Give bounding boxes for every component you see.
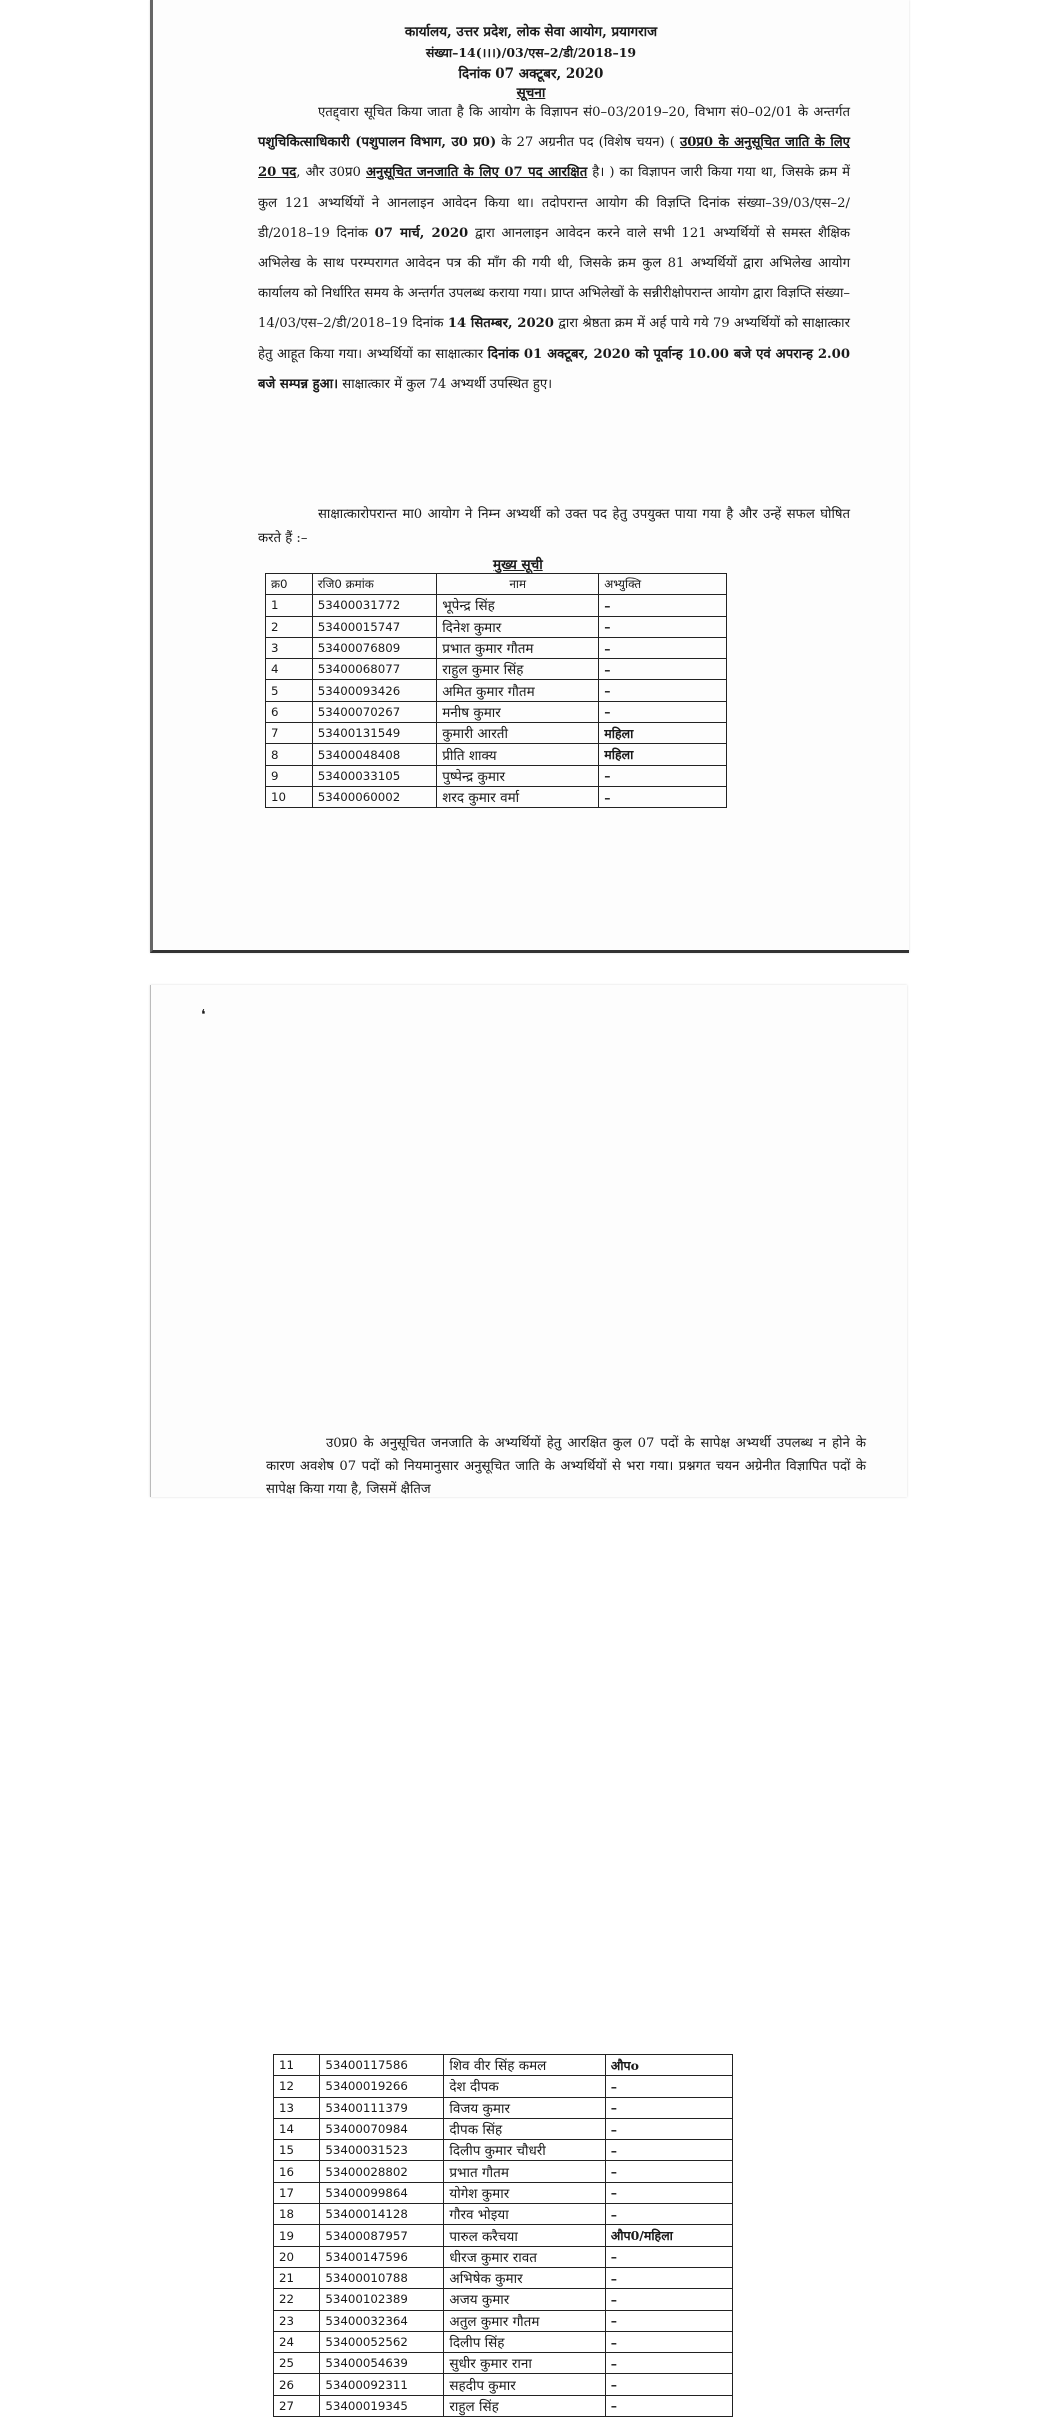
col-sn-header: क्र0: [266, 574, 313, 595]
candidate-name-cell: गौरव भोइया: [444, 2204, 605, 2225]
registration-number-cell: 53400076809: [312, 637, 437, 658]
registration-number-cell: 53400099864: [320, 2182, 444, 2203]
registration-number-cell: 53400052562: [320, 2331, 444, 2352]
table-row: [274, 2097, 733, 2118]
serial-number-cell: 3: [266, 637, 313, 658]
table-row: [266, 595, 727, 616]
serial-number-cell: 4: [266, 659, 313, 680]
candidate-name-cell: धीरज कुमार रावत: [444, 2246, 605, 2267]
remark-cell: –: [599, 637, 727, 658]
candidate-name-cell: दिनेश कुमार: [437, 616, 599, 637]
serial-number-cell: 26: [274, 2374, 320, 2395]
remark-cell: –: [599, 595, 727, 616]
remark-cell: –: [599, 616, 727, 637]
registration-number-cell: 53400032364: [320, 2310, 444, 2331]
office-heading: कार्यालय, उत्तर प्रदेश, लोक सेवा आयोग, प्रयागराज: [404, 24, 658, 40]
serial-number-cell: 8: [266, 744, 313, 765]
candidate-name-cell: दिलीप सिंह: [444, 2331, 605, 2352]
registration-number-cell: 53400111379: [320, 2097, 444, 2118]
candidate-name-cell: विजय कुमार: [444, 2097, 605, 2118]
notice-title: सूचना: [516, 85, 546, 101]
document-page-2: [150, 985, 907, 2415]
para1-text-k: द्वारा श्रेष्ठता क्रम में अर्ह पाये गये 79 अभ्यर्थियों को साक्षात्कार हेतु आहूत किया गया। अभ्यर्थियों का साक्षात्कार: [258, 316, 850, 362]
serial-number-cell: 27: [274, 2395, 320, 2416]
serial-number-cell: 23: [274, 2310, 320, 2331]
candidate-name-cell: प्रभात कुमार गौतम: [437, 637, 599, 658]
para1-text-g: है। ) का विज्ञापन जारी किया गया था, जिसके क्रम में कुल 121 अभ्यर्थियों ने आनलाइन आवेदन किया था। तदोपरान्त आयोग की विज्ञप्ति दिनांक संख्या–39/03/एस–2/डी/2018–19 दिनांक: [258, 165, 851, 241]
candidate-name-cell: पुष्पेन्द्र कुमार: [437, 765, 599, 786]
candidate-name-cell: अभिषेक कुमार: [444, 2267, 605, 2288]
notice-paragraph-1: [258, 98, 850, 400]
registration-number-cell: 53400092311: [320, 2374, 444, 2395]
table-row: [274, 2289, 733, 2310]
sc-reservation: उ0प्र0 के अनुसूचित जाति के लिए 20 पद: [258, 135, 850, 181]
registration-number-cell: 53400060002: [312, 786, 437, 807]
serial-number-cell: 19: [274, 2225, 320, 2246]
table-row: [274, 2118, 733, 2139]
serial-number-cell: 16: [274, 2161, 320, 2182]
interview-date: दिनांक 01 अक्टूबर, 2020 को पूर्वान्ह 10.00 बजे एवं अपरान्ह 2.00 बजे सम्पन्न हुआ।: [258, 346, 850, 392]
remark-cell: –: [605, 2353, 732, 2374]
table-row: [274, 2246, 733, 2267]
registration-number-cell: 53400010788: [320, 2267, 444, 2288]
table-row: [274, 2395, 733, 2416]
remark-cell: औप0/महिला: [605, 2225, 732, 2246]
remark-cell: –: [605, 2076, 732, 2097]
registration-number-cell: 53400054639: [320, 2353, 444, 2374]
remark-cell: –: [605, 2161, 732, 2182]
remark-cell: –: [605, 2140, 732, 2161]
remark-cell: –: [605, 2182, 732, 2203]
candidate-name-cell: शरद कुमार वर्मा: [437, 786, 599, 807]
table-row: [274, 2076, 733, 2097]
registration-number-cell: 53400048408: [312, 744, 437, 765]
registration-number-cell: 53400131549: [312, 723, 437, 744]
remark-cell: –: [605, 2310, 732, 2331]
serial-number-cell: 13: [274, 2097, 320, 2118]
table-row: [274, 2310, 733, 2331]
candidate-name-cell: राहुल सिंह: [444, 2395, 605, 2416]
serial-number-cell: 18: [274, 2204, 320, 2225]
registration-number-cell: 53400147596: [320, 2246, 444, 2267]
serial-number-cell: 25: [274, 2353, 320, 2374]
candidate-name-cell: दिलीप कुमार चौधरी: [444, 2140, 605, 2161]
remark-cell: –: [605, 2246, 732, 2267]
remark-cell: –: [599, 659, 727, 680]
para1-text-c: के 27 अग्रनीत पद (विशेष चयन) (: [496, 135, 680, 151]
candidate-name-cell: दीपक सिंह: [444, 2118, 605, 2139]
registration-number-cell: 53400015747: [312, 616, 437, 637]
remark-cell: –: [605, 2267, 732, 2288]
table-row: [266, 786, 727, 807]
notice-paragraph-2: साक्षात्कारोपरान्त मा0 आयोग ने निम्न अभ्यर्थी को उक्त पद हेतु उपयुक्त पाया गया है और उन्हें सफल घोषित करते हैं :–: [258, 507, 850, 546]
serial-number-cell: 7: [266, 723, 313, 744]
remark-cell: –: [605, 2118, 732, 2139]
registration-number-cell: 53400033105: [312, 765, 437, 786]
table-row: [274, 2055, 733, 2076]
registration-number-cell: 53400028802: [320, 2161, 444, 2182]
serial-number-cell: 24: [274, 2331, 320, 2352]
serial-number-cell: 14: [274, 2118, 320, 2139]
para1-text-i: द्वारा आनलाइन आवेदन करने वाले सभी 121 अभ्यर्थियों से समस्त शैक्षिक अभिलेख के साथ परम्परागत आवेदन पत्र की माँग की गयी थी, जिसके क्रम कुल 81 अभ्यर्थियों द्वारा अभिलेख आयोग कार्यालय को निर्धारित समय के अन्तर्गत उपलब्ध कराया गया। प्राप्त अभिलेखों के सन्नीरीक्षोपरान्त आयोग द्वारा विज्ञप्ति संख्या–14/03/एस–2/डी/2018–19 दिनांक: [258, 225, 851, 332]
col-remark-header: अभ्युक्ति: [599, 574, 727, 595]
main-list-title: मुख्य सूची: [493, 557, 543, 573]
table-row: [274, 2331, 733, 2352]
registration-number-cell: 53400019266: [320, 2076, 444, 2097]
candidate-name-cell: अमित कुमार गौतम: [437, 680, 599, 701]
registration-number-cell: 53400070984: [320, 2118, 444, 2139]
serial-number-cell: 6: [266, 701, 313, 722]
remark-cell: औपo: [605, 2055, 732, 2076]
date-september: 14 सितम्बर, 2020: [447, 316, 554, 332]
para1-text-m: साक्षात्कार में कुल 74 अभ्यर्थी उपस्थित हुए।: [338, 376, 553, 392]
remark-cell: –: [599, 765, 727, 786]
table-row: [274, 2161, 733, 2182]
para1-text-e: , और उ0प्र0: [296, 165, 366, 181]
scan-mark: ❛: [201, 1007, 206, 1023]
remark-cell: –: [605, 2097, 732, 2118]
candidate-name-cell: प्रीति शाक्य: [437, 744, 599, 765]
registration-number-cell: 53400070267: [312, 701, 437, 722]
registration-number-cell: 53400019345: [320, 2395, 444, 2416]
post-name: पशुचिकित्साधिकारी (पशुपालन विभाग, उ0 प्र0): [258, 135, 497, 151]
serial-number-cell: 21: [274, 2267, 320, 2288]
date-march: 07 मार्च, 2020: [374, 225, 469, 241]
remark-cell: –: [605, 2374, 732, 2395]
table-row: [266, 701, 727, 722]
table-row: [266, 744, 727, 765]
serial-number-cell: 5: [266, 680, 313, 701]
table-row: [266, 616, 727, 637]
table-row: [274, 2182, 733, 2203]
serial-number-cell: 2: [266, 616, 313, 637]
registration-number-cell: 53400031772: [312, 595, 437, 616]
serial-number-cell: 11: [274, 2055, 320, 2076]
registration-number-cell: 53400102389: [320, 2289, 444, 2310]
serial-number-cell: 9: [266, 765, 313, 786]
candidate-name-cell: राहुल कुमार सिंह: [437, 659, 599, 680]
candidate-name-cell: देश दीपक: [444, 2076, 605, 2097]
remark-cell: –: [605, 2395, 732, 2416]
candidate-name-cell: मनीष कुमार: [437, 701, 599, 722]
serial-number-cell: 12: [274, 2076, 320, 2097]
remark-cell: –: [599, 786, 727, 807]
table-row: [274, 2374, 733, 2395]
candidate-name-cell: सहदीप कुमार: [444, 2374, 605, 2395]
serial-number-cell: 10: [266, 786, 313, 807]
table-row: [274, 2204, 733, 2225]
table-header-row: [266, 574, 727, 595]
remark-cell: –: [599, 680, 727, 701]
table-row: [274, 2225, 733, 2246]
notice-paragraph-3: उ0प्र0 के अनुसूचित जनजाति के अभ्यर्थियों हेतु आरक्षित कुल 07 पदों के सापेक्ष अभ्यर्थी उपलब्ध न होने के कारण अवशेष 07 पदों को नियमानुसार अनुसूचित जाति के अभ्यर्थियों से भरा गया। प्रश्नगत चयन अग्रेनीत विज्ञापित पदों के सापेक्ष किया गया है, जिसमें क्षैतिज: [266, 1436, 866, 1497]
remark-cell: –: [605, 2331, 732, 2352]
remark-cell: –: [599, 701, 727, 722]
document-page-1: [150, 0, 909, 953]
st-reservation: अनुसूचित जनजाति के लिए 07 पद आरक्षित: [365, 165, 588, 181]
remark-cell: महिला: [599, 744, 727, 765]
registration-number-cell: 53400068077: [312, 659, 437, 680]
table-row: [266, 765, 727, 786]
candidate-name-cell: प्रभात गौतम: [444, 2161, 605, 2182]
table-row: [266, 723, 727, 744]
candidate-name-cell: अजय कुमार: [444, 2289, 605, 2310]
registration-number-cell: 53400087957: [320, 2225, 444, 2246]
serial-number-cell: 20: [274, 2246, 320, 2267]
candidate-name-cell: पारुल करैचया: [444, 2225, 605, 2246]
candidate-name-cell: भूपेन्द्र सिंह: [437, 595, 599, 616]
table-row: [274, 2140, 733, 2161]
table-row: [266, 680, 727, 701]
candidate-name-cell: सुधीर कुमार राना: [444, 2353, 605, 2374]
registration-number-cell: 53400014128: [320, 2204, 444, 2225]
serial-number-cell: 1: [266, 595, 313, 616]
table-row: [274, 2353, 733, 2374]
candidate-name-cell: अतुल कुमार गौतम: [444, 2310, 605, 2331]
registration-number-cell: 53400031523: [320, 2140, 444, 2161]
para1-text-a: एतद्द्वारा सूचित किया जाता है कि आयोग के विज्ञापन सं0–03/2019–20, विभाग सं0–02/01 के अन्तर्गत: [318, 105, 850, 120]
col-name-header: नाम: [437, 574, 599, 595]
reference-number: संख्या–14(।।।)/03/एस–2/डी/2018–19: [425, 45, 637, 60]
candidate-name-cell: शिव वीर सिंह कमल: [444, 2055, 605, 2076]
serial-number-cell: 17: [274, 2182, 320, 2203]
remark-cell: –: [605, 2204, 732, 2225]
notice-date: दिनांक 07 अक्टूबर, 2020: [458, 66, 604, 82]
table-row: [266, 659, 727, 680]
candidate-name-cell: कुमारी आरती: [437, 723, 599, 744]
registration-number-cell: 53400117586: [320, 2055, 444, 2076]
results-table-2: [273, 2054, 733, 2417]
candidate-name-cell: योगेश कुमार: [444, 2182, 605, 2203]
table-row: [274, 2267, 733, 2288]
table-row: [266, 637, 727, 658]
registration-number-cell: 53400093426: [312, 680, 437, 701]
remark-cell: –: [605, 2289, 732, 2310]
results-table-1: [265, 573, 727, 808]
serial-number-cell: 22: [274, 2289, 320, 2310]
remark-cell: महिला: [599, 723, 727, 744]
serial-number-cell: 15: [274, 2140, 320, 2161]
col-reg-header: रजि0 क्रमांक: [312, 574, 437, 595]
